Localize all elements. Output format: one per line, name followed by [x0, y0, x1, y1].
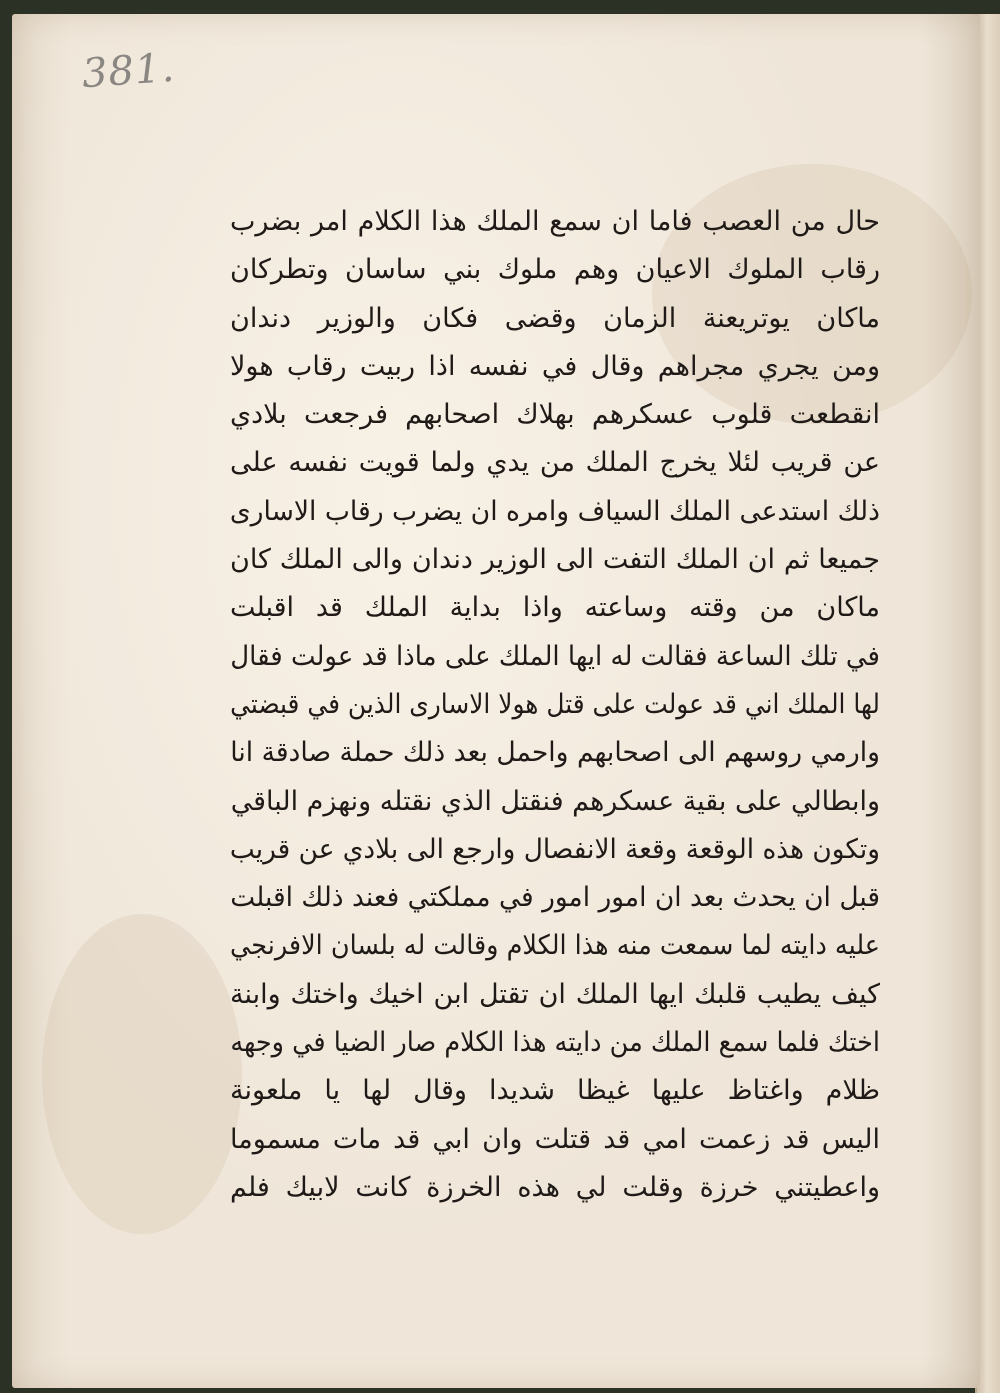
manuscript-text — [230, 198, 880, 1212]
text-line: اليس قد زعمت امي قد قتلت وان ابي قد مات مسموما — [230, 1123, 880, 1155]
text-line: قبل ان يحدث بعد ان امور امور في مملكتي فعند ذلك اقبلت — [230, 882, 880, 914]
text-line: في تلك الساعة فقالت له ايها الملك على ماذا قد عولت فقال — [230, 640, 881, 672]
folio-number: 381. — [80, 44, 177, 98]
text-line: حال من العصب فاما ان سمع الملك هذا الكلام امر بضرب — [230, 206, 880, 237]
paper-stain — [42, 914, 242, 1234]
text-line: كيف يطيب قلبك ايها الملك ان تقتل ابن اخيك واختك وابنة — [230, 978, 880, 1010]
text-line: وارمي روسهم الى اصحابهم واحمل بعد ذلك حملة صادقة انا — [230, 737, 880, 769]
text-line: وتكون هذه الوقعة وقعة الانفصال وارجع الى بلادي عن قريب — [229, 833, 880, 865]
text-line: ماكان من وقته وساعته واذا بداية الملك قد اقبلت — [230, 592, 880, 624]
text-line: ظلام واغتاظ عليها غيظا شديدا وقال لها يا ملعونة — [230, 1075, 880, 1107]
text-line: رقاب الملوك الاعيان وهم ملوك بني ساسان وتطركان — [230, 254, 880, 286]
text-line: انقطعت قلوب عسكرهم بهلاك اصحابهم فرجعت بلادي — [230, 399, 880, 431]
text-line: ذلك استدعى الملك السياف وامره ان يضرب رقاب الاسارى — [229, 495, 880, 527]
text-line: واعطيتني خرزة وقلت لي هذه الخرزة كانت لابيك فلم — [230, 1171, 880, 1203]
text-line: عليه دايته لما سمعت منه هذا الكلام وقالت له بلسان الافرنجي — [230, 930, 880, 962]
text-line: جميعا ثم ان الملك التفت الى الوزير دندان والى الملك كان — [230, 544, 880, 576]
text-line: ماكان يوتريعنة الزمان وقضى فكان والوزير دندان — [230, 302, 880, 334]
text-line: لها الملك اني قد عولت على قتل هولا الاسارى الذين في قبضتي — [230, 688, 880, 720]
text-line: عن قريب لئلا يخرج الملك من يدي ولما قويت نفسه على — [230, 447, 880, 479]
text-line: وابطالي على بقية عسكرهم فنقتل الذي نقتله ونهزم الباقي — [230, 785, 881, 817]
text-line: اختك فلما سمع الملك من دايته هذا الكلام صار الضيا في وجهه — [230, 1027, 880, 1059]
text-line: ومن يجري مجراهم وقال في نفسه اذا ربيت رقاب هولا — [230, 350, 880, 382]
